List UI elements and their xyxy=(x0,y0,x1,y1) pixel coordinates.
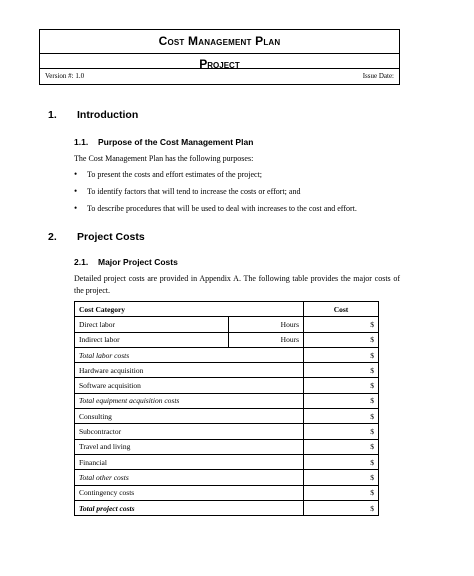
table-row-subtotal xyxy=(75,470,379,485)
cell-cost: $ xyxy=(304,378,379,393)
cell-category: Consulting xyxy=(75,409,304,424)
bullet-icon: • xyxy=(74,169,78,179)
table-row xyxy=(75,454,379,469)
cell-category: Total project costs xyxy=(75,500,304,515)
table-row xyxy=(75,439,379,454)
cell-cost: $ xyxy=(304,485,379,500)
bullet-icon: • xyxy=(74,203,78,213)
cell-category: Subcontractor xyxy=(75,424,304,439)
cost-table xyxy=(74,301,379,516)
cell-category: Total other costs xyxy=(75,470,304,485)
cell-cost: $ xyxy=(304,454,379,469)
cell-category: Software acquisition xyxy=(75,378,304,393)
table-row xyxy=(75,317,379,332)
table-row xyxy=(75,424,379,439)
section-title: Introduction xyxy=(77,109,139,121)
table-header-row xyxy=(75,302,379,317)
version-label: Version #: 1.0 xyxy=(45,72,85,80)
cell-cost: $ xyxy=(304,317,379,332)
cell-category: Direct labor xyxy=(75,317,229,332)
section-number: 1. xyxy=(48,109,57,121)
version-row xyxy=(39,68,400,83)
cell-hours: Hours xyxy=(229,317,304,332)
bullet-text: To present the costs and effort estimates of the project; xyxy=(87,170,263,179)
header-cost-category: Cost Category xyxy=(75,302,304,317)
issue-date-label: Issue Date: xyxy=(362,72,394,80)
table-row xyxy=(75,378,379,393)
table-row xyxy=(75,332,379,347)
bullet-text: To describe procedures that will be used to deal with increases to the cost and effort. xyxy=(87,204,357,213)
cell-category: Financial xyxy=(75,454,304,469)
subsection-title: Major Project Costs xyxy=(98,257,178,267)
cell-category: Hardware acquisition xyxy=(75,363,304,378)
cell-hours: Hours xyxy=(229,332,304,347)
bullet-text: To identify factors that will tend to increase the costs or effort; and xyxy=(87,187,301,196)
cell-cost: $ xyxy=(304,500,379,515)
header-cost: Cost xyxy=(304,302,379,317)
cell-cost: $ xyxy=(304,409,379,424)
cell-category: Contingency costs xyxy=(75,485,304,500)
subsection-title: Purpose of the Cost Management Plan xyxy=(98,137,254,147)
table-row xyxy=(75,363,379,378)
cell-cost: $ xyxy=(304,439,379,454)
cell-cost: $ xyxy=(304,332,379,347)
major-costs-paragraph: Detailed project costs are provided in Appendix A. The following table provides the major costs of the project. xyxy=(74,274,400,295)
bullet-icon: • xyxy=(74,186,78,196)
table-row xyxy=(75,409,379,424)
cell-category: Total labor costs xyxy=(75,347,304,362)
subsection-number: 1.1. xyxy=(74,137,89,147)
document-title: Cost Management Plan xyxy=(40,30,399,54)
cell-category: Total equipment acquisition costs xyxy=(75,393,304,408)
section-title: Project Costs xyxy=(77,231,145,243)
table-row-total xyxy=(75,500,379,515)
cell-category: Indirect labor xyxy=(75,332,229,347)
subsection-number: 2.1. xyxy=(74,257,89,267)
section-number: 2. xyxy=(48,231,57,243)
table-row-subtotal xyxy=(75,393,379,408)
table-row xyxy=(75,485,379,500)
cell-cost: $ xyxy=(304,347,379,362)
cell-cost: $ xyxy=(304,424,379,439)
table-row-subtotal xyxy=(75,347,379,362)
cell-category: Travel and living xyxy=(75,439,304,454)
purpose-intro: The Cost Management Plan has the following purposes: xyxy=(74,154,254,163)
project-name: Project xyxy=(199,57,240,71)
cell-cost: $ xyxy=(304,363,379,378)
cell-cost: $ xyxy=(304,470,379,485)
cell-cost: $ xyxy=(304,393,379,408)
